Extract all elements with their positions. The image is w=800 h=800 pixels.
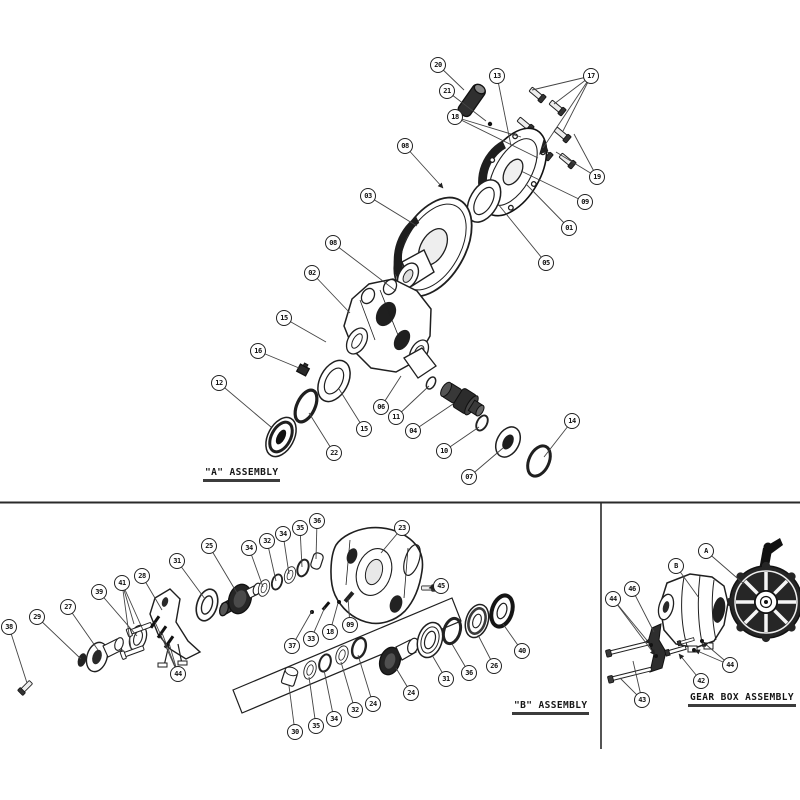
callout-b-23: 23 (394, 520, 410, 536)
callout-a-01: 01 (561, 220, 577, 236)
callout-a-19: 19 (589, 169, 605, 185)
callout-b-45: 45 (433, 578, 449, 594)
callout-g-46: 46 (624, 581, 640, 597)
callout-b-38: 38 (1, 619, 17, 635)
callout-a-15b: 15 (356, 421, 372, 437)
callout-b-32b: 32 (347, 702, 363, 718)
callout-b-36b: 36 (461, 665, 477, 681)
callout-b-24b: 24 (403, 685, 419, 701)
callout-g-42: 42 (693, 673, 709, 689)
callout-a-03: 03 (360, 188, 376, 204)
callout-b-34c: 34 (326, 711, 342, 727)
callout-b-34a: 34 (241, 540, 257, 556)
callout-a-04: 04 (405, 423, 421, 439)
callout-a-06: 06 (373, 399, 389, 415)
callout-b-35b: 35 (308, 718, 324, 734)
callout-g-43: 43 (634, 692, 650, 708)
callout-b-37: 37 (284, 638, 300, 654)
callout-b-34b: 34 (275, 526, 291, 542)
callout-a-22: 22 (326, 445, 342, 461)
callout-a-18: 18 (447, 109, 463, 125)
callout-b-35a: 35 (292, 520, 308, 536)
callout-b-39: 39 (91, 584, 107, 600)
callout-a-20: 20 (430, 57, 446, 73)
callout-b-09: 09 (342, 617, 358, 633)
callout-g-a: A (698, 543, 714, 559)
callout-a-07: 07 (461, 469, 477, 485)
assembly-b-label: "B" ASSEMBLY (512, 700, 589, 715)
callout-b-28: 28 (134, 568, 150, 584)
callout-b-24a: 24 (365, 696, 381, 712)
callout-b-31a: 31 (169, 553, 185, 569)
callout-a-10: 10 (436, 443, 452, 459)
assembly-a-label: "A" ASSEMBLY (203, 467, 280, 482)
callout-a-08b: 08 (325, 235, 341, 251)
callout-a-15a: 15 (276, 310, 292, 326)
callout-b-29: 29 (29, 609, 45, 625)
gear-box-art (605, 538, 800, 683)
callout-a-11: 11 (388, 409, 404, 425)
callout-b-32a: 32 (259, 533, 275, 549)
callout-a-02: 02 (304, 265, 320, 281)
callout-g-44a: 44 (605, 591, 621, 607)
callout-b-26: 26 (486, 658, 502, 674)
callout-a-13: 13 (489, 68, 505, 84)
callout-b-41: 41 (114, 575, 130, 591)
callout-b-27: 27 (60, 599, 76, 615)
callout-a-05: 05 (538, 255, 554, 271)
callout-g-b: B (668, 558, 684, 574)
gear-box-label: GEAR BOX ASSEMBLY (688, 692, 796, 707)
callout-b-44: 44 (170, 666, 186, 682)
callout-g-44b: 44 (722, 657, 738, 673)
callout-a-21: 21 (439, 83, 455, 99)
callout-a-09: 09 (577, 194, 593, 210)
callout-a-12: 12 (211, 375, 227, 391)
callout-b-40: 40 (514, 643, 530, 659)
callout-a-16: 16 (250, 343, 266, 359)
callout-b-25: 25 (201, 538, 217, 554)
assembly-a-art (260, 82, 577, 480)
callout-b-30: 30 (287, 724, 303, 740)
callout-b-31b: 31 (438, 671, 454, 687)
callout-b-18: 18 (322, 624, 338, 640)
callout-a-08a: 08 (397, 138, 413, 154)
callout-b-33: 33 (303, 631, 319, 647)
callout-a-17: 17 (583, 68, 599, 84)
callout-a-14: 14 (564, 413, 580, 429)
callout-b-36a: 36 (309, 513, 325, 529)
